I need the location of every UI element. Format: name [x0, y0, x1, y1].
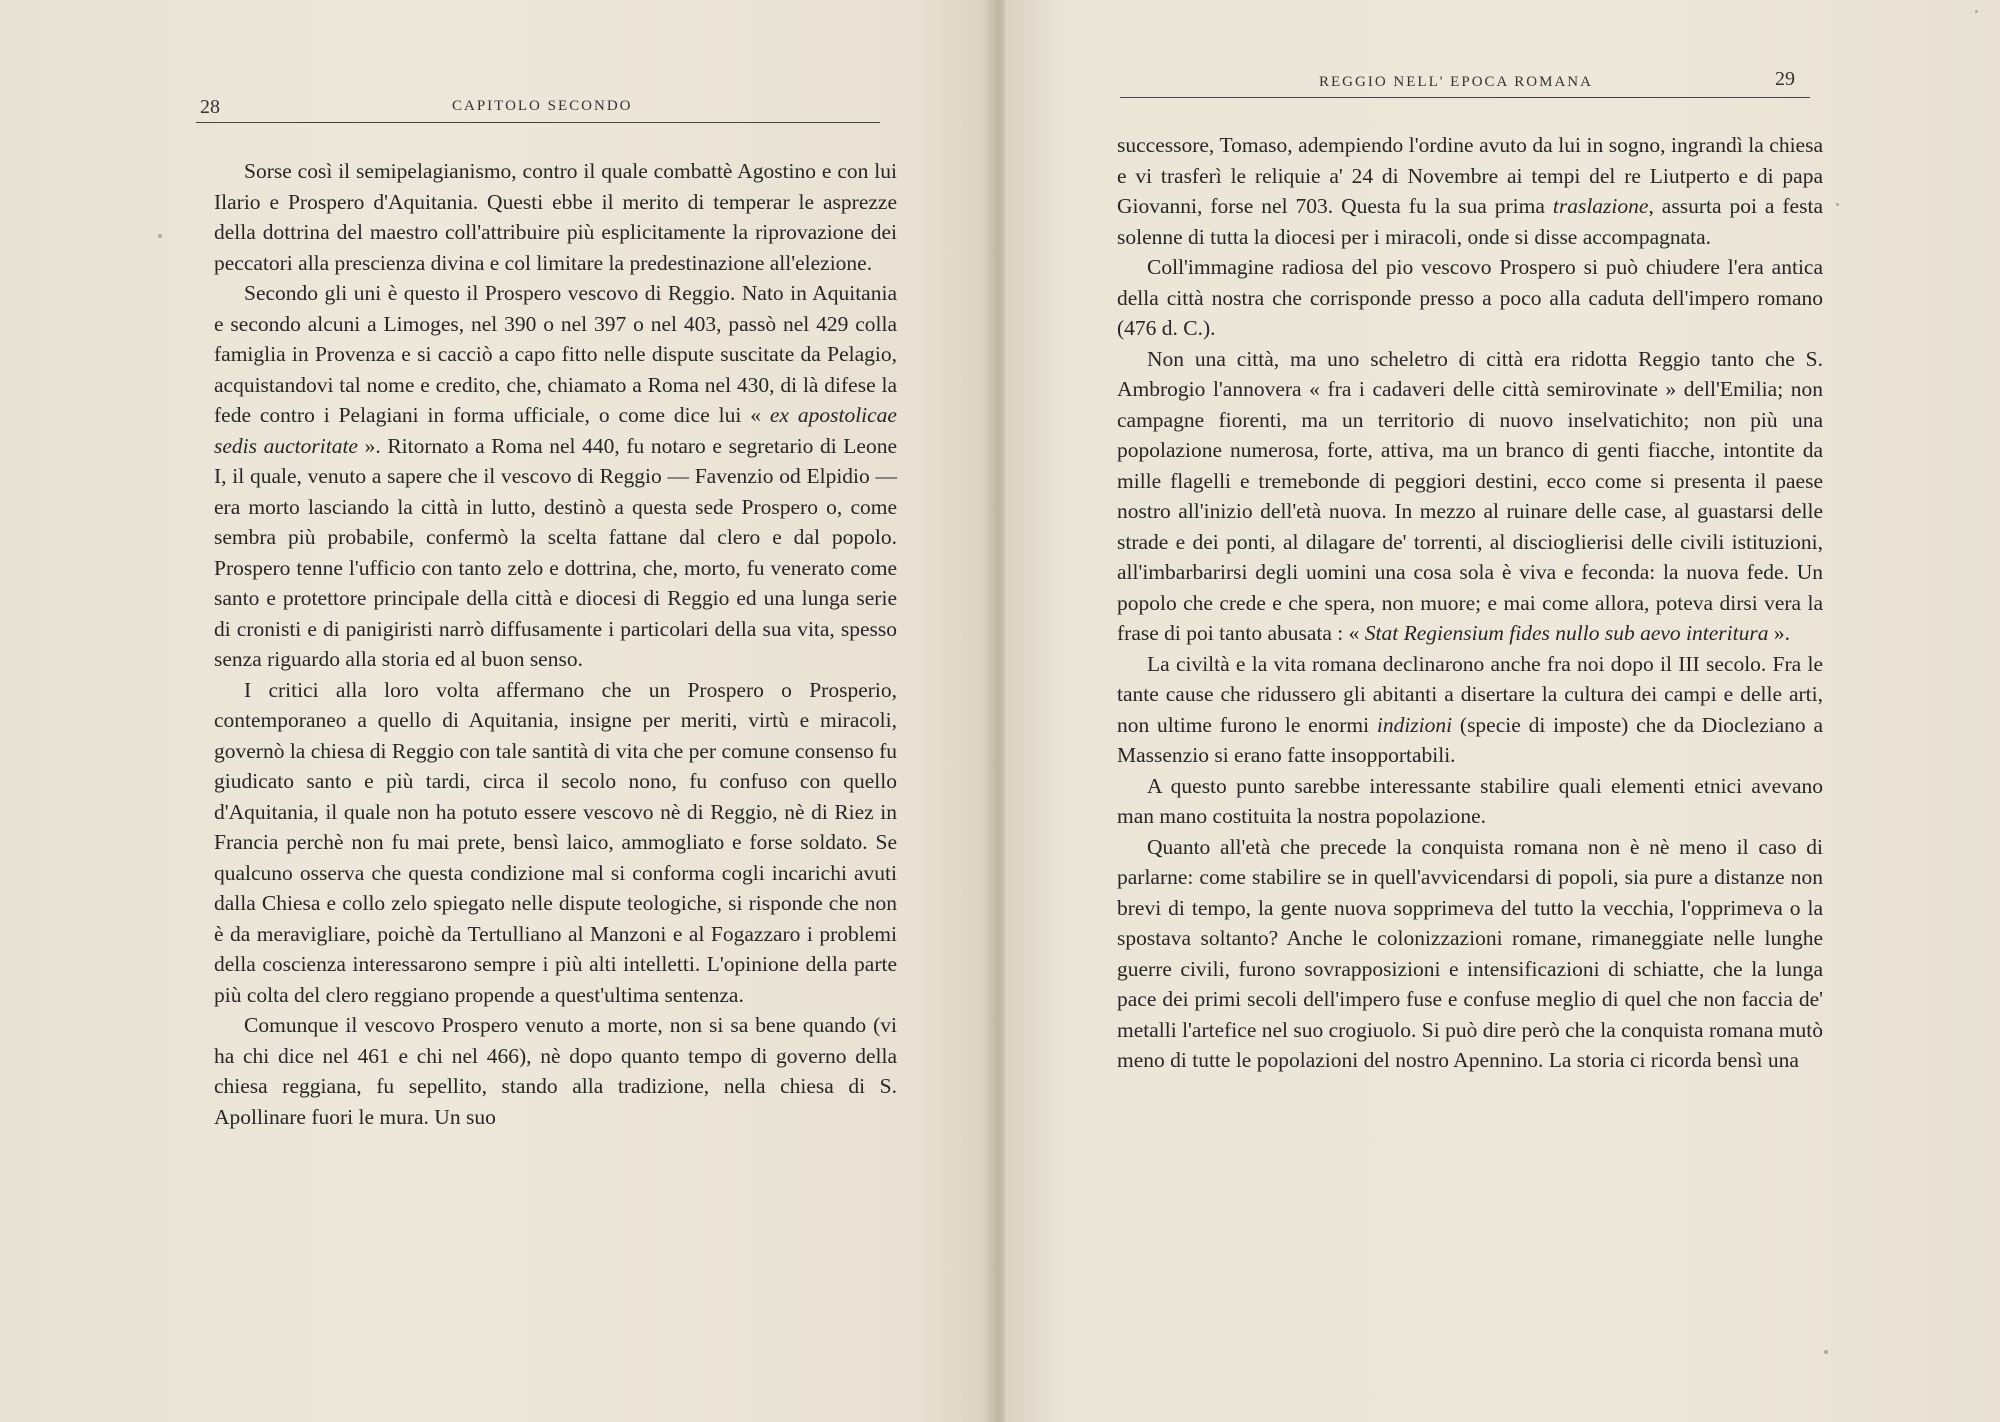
- body-paragraph: [214, 675, 897, 1011]
- body-paragraph: [1117, 252, 1823, 344]
- paper-speck: [1824, 1350, 1828, 1354]
- text-run: Quanto all'età che precede la conquista romana non è nè meno il caso di parlarne: come stabilire se in quell'avvicendarsi di popoli, sia pure a distanze non brevi di tempo, la gente nuova sopprimeva del tutto la vecchia, l'opprimeva o la spostava soltanto? Anche le colonizzazioni romane, rimaneggiate nelle lunghe guerre civili, furono sovrapposizioni e intensificazioni di schiatte, che la lunga pace dei primi secoli dell'impero fuse e confuse meglio di quel che non faccia de' metalli l'artefice nel suo crogiuolo. Si può dire però che la conquista romana mutò meno di tutte le popolazioni del nostro Apennino. La storia ci ricorda bensì una: [1117, 834, 1823, 1072]
- text-run: (specie di imposte) che da Diocleziano a Massenzio si erano fatte insopportabili.: [1117, 712, 1824, 767]
- right-body-text: [1117, 130, 1823, 1076]
- italic-phrase: indizioni: [1376, 712, 1453, 737]
- right-running-head: REGGIO NELL' EPOCA ROMANA: [1319, 74, 1593, 90]
- left-body-text: [214, 156, 897, 1132]
- body-paragraph: [1117, 832, 1823, 1076]
- italic-phrase: Stat Regiensium fides nullo sub aevo interitura: [1364, 621, 1769, 645]
- text-run: ». Ritornato a Roma nel 440, fu notaro e segretario di Leone I, il quale, venuto a sapere che il vescovo di Reggio — Favenzio od Elpidio — era morto lasciando la città in lutto, destinò a questa sede Prospero o, come sembra più probabile, confermò la scelta fattane dal clero e dal popolo. Prospero tenne l'ufficio con tanto zelo e dottrina, che, morto, fu venerato come santo e protettore principale della città e diocesi di Reggio ed una lunga serie di cronisti e di panigiristi narrò diffusamente i particolari della sua vita, spesso senza riguardo alla storia ed al buon senso.: [214, 433, 897, 671]
- text-run: Non una città, ma uno scheletro di città era ridotta Reggio tanto che S. Ambrogio l'annovera « fra i cadaveri delle città semirovinate » dell'Emilia; non campagne fiorenti, ma un territorio di nuovo inselvatichito; non più una popolazione numerosa, forte, attiva, ma un branco di genti fiacche, intontite da mille flagelli e tremebonde di peggiori destini, ecco come si presenta il paese nostro all'inizio dell'età nuova. In mezzo al ruinare delle case, al guastarsi delle strade e dei ponti, al dilagare de' torrenti, al discioglierisi delle civili istituzioni, all'imbarbarirsi degli uomini una cosa sola è viva e feconda: la nuova fede. Un popolo che crede e che spera, non muore; e mai come allora, poteva dirsi vera la frase di poi tanto abusata : «: [1117, 346, 1823, 645]
- body-paragraph: [1117, 130, 1823, 252]
- left-running-head: CAPITOLO SECONDO: [452, 98, 633, 114]
- text-run: La civiltà e la vita romana declinarono anche fra noi dopo il III secolo. Fra le tante cause che ridussero gli abitanti a disertare la cultura dei campi e delle arti, non ultime furono le enormi: [1117, 651, 1823, 737]
- text-run: I critici alla loro volta affermano che un Prospero o Prosperio, contemporaneo a quello di Aquitania, insigne per meriti, virtù e miracoli, governò la chiesa di Reggio con tale santità di vita che per comune consenso fu giudicato santo e più tardi, circa il secolo nono, fu confuso con quello d'Aquitania, il quale non ha potuto essere vescovo nè di Reggio, nè di Riez in Francia perchè non fu mai prete, bensì laico, ammogliato e forse soldato. Se qualcuno osserva che questa condizione mal si conforma cogli incarichi avuti dalla Chiesa e collo zelo spiegato nelle dispute teologiche, si risponde che non è da meravigliare, poichè da Tertulliano al Manzoni e al Fogazzaro i problemi della coscienza interessarono sempre i più alti intelletti. L'opinione della parte più colta del clero reggiano propende a quest'ultima sentenza.: [214, 677, 898, 1007]
- text-run: , assurta poi a festa solenne di tutta la diocesi per i miracoli, onde si disse accompagnata.: [1117, 194, 1823, 249]
- italic-phrase: ex apostolicae sedis auctoritate: [214, 403, 897, 458]
- body-paragraph: [214, 1010, 897, 1132]
- text-run: successore, Tomaso, adempiendo l'ordine avuto da lui in sogno, ingrandì la chiesa e vi trasferì le reliquie a' 24 di Novembre ai tempi del re Liutperto e di papa Giovanni, forse nel 703. Questa fu la sua prima: [1117, 133, 1823, 218]
- left-header-rule: [196, 122, 880, 123]
- paper-speck: [1836, 203, 1839, 206]
- right-header-rule: [1120, 97, 1810, 98]
- body-paragraph: [214, 278, 897, 675]
- italic-phrase: traslazione: [1552, 194, 1649, 218]
- text-run: Sorse così il semipelagianismo, contro il quale combattè Agostino e con lui Ilario e Prospero d'Aquitania. Questi ebbe il merito di temperar le asprezze della dottrina del maestro coll'attribuire più esplicitamente la riprovazione dei peccatori alla prescienza divina e col limitare la predestinazione all'elezione.: [214, 159, 897, 275]
- left-page: [0, 0, 995, 1422]
- text-run: Comunque il vescovo Prospero venuto a morte, non si sa bene quando (vi ha chi dice nel 461 e chi nel 466), nè dopo quanto tempo di governo della chiesa reggiana, fu sepellito, stando alla tradizione, nella chiesa di S. Apollinare fuori le mura. Un suo: [214, 1013, 897, 1129]
- text-run: A questo punto sarebbe interessante stabilire quali elementi etnici avevano man mano costituita la nostra popolazione.: [1117, 773, 1823, 828]
- body-paragraph: [1117, 649, 1823, 771]
- body-paragraph: [1117, 344, 1823, 649]
- text-run: ».: [1768, 621, 1790, 645]
- body-paragraph: [214, 156, 897, 278]
- right-page-number: 29: [1775, 68, 1795, 90]
- text-run: Coll'immagine radiosa del pio vescovo Prospero si può chiudere l'era antica della città nostra che corrisponde presso a poco alla caduta dell'impero romano (476 d. C.).: [1117, 255, 1823, 340]
- paper-speck: [158, 234, 162, 238]
- paper-speck: [1975, 10, 1978, 13]
- text-run: Secondo gli uni è questo il Prospero vescovo di Reggio. Nato in Aquitania e secondo alcuni a Limoges, nel 390 o nel 397 o nel 403, passò nel 429 colla famiglia in Provenza e si cacciò a capo fitto nelle dispute suscitate da Pelagio, acquistandovi tal nome e credito, che, chiamato a Roma nel 430, di là difese la fede contro i Pelagiani in forma ufficiale, o come dice lui «: [214, 281, 897, 427]
- left-page-number: 28: [200, 96, 220, 118]
- body-paragraph: [1117, 771, 1823, 832]
- right-page: [1005, 0, 2000, 1422]
